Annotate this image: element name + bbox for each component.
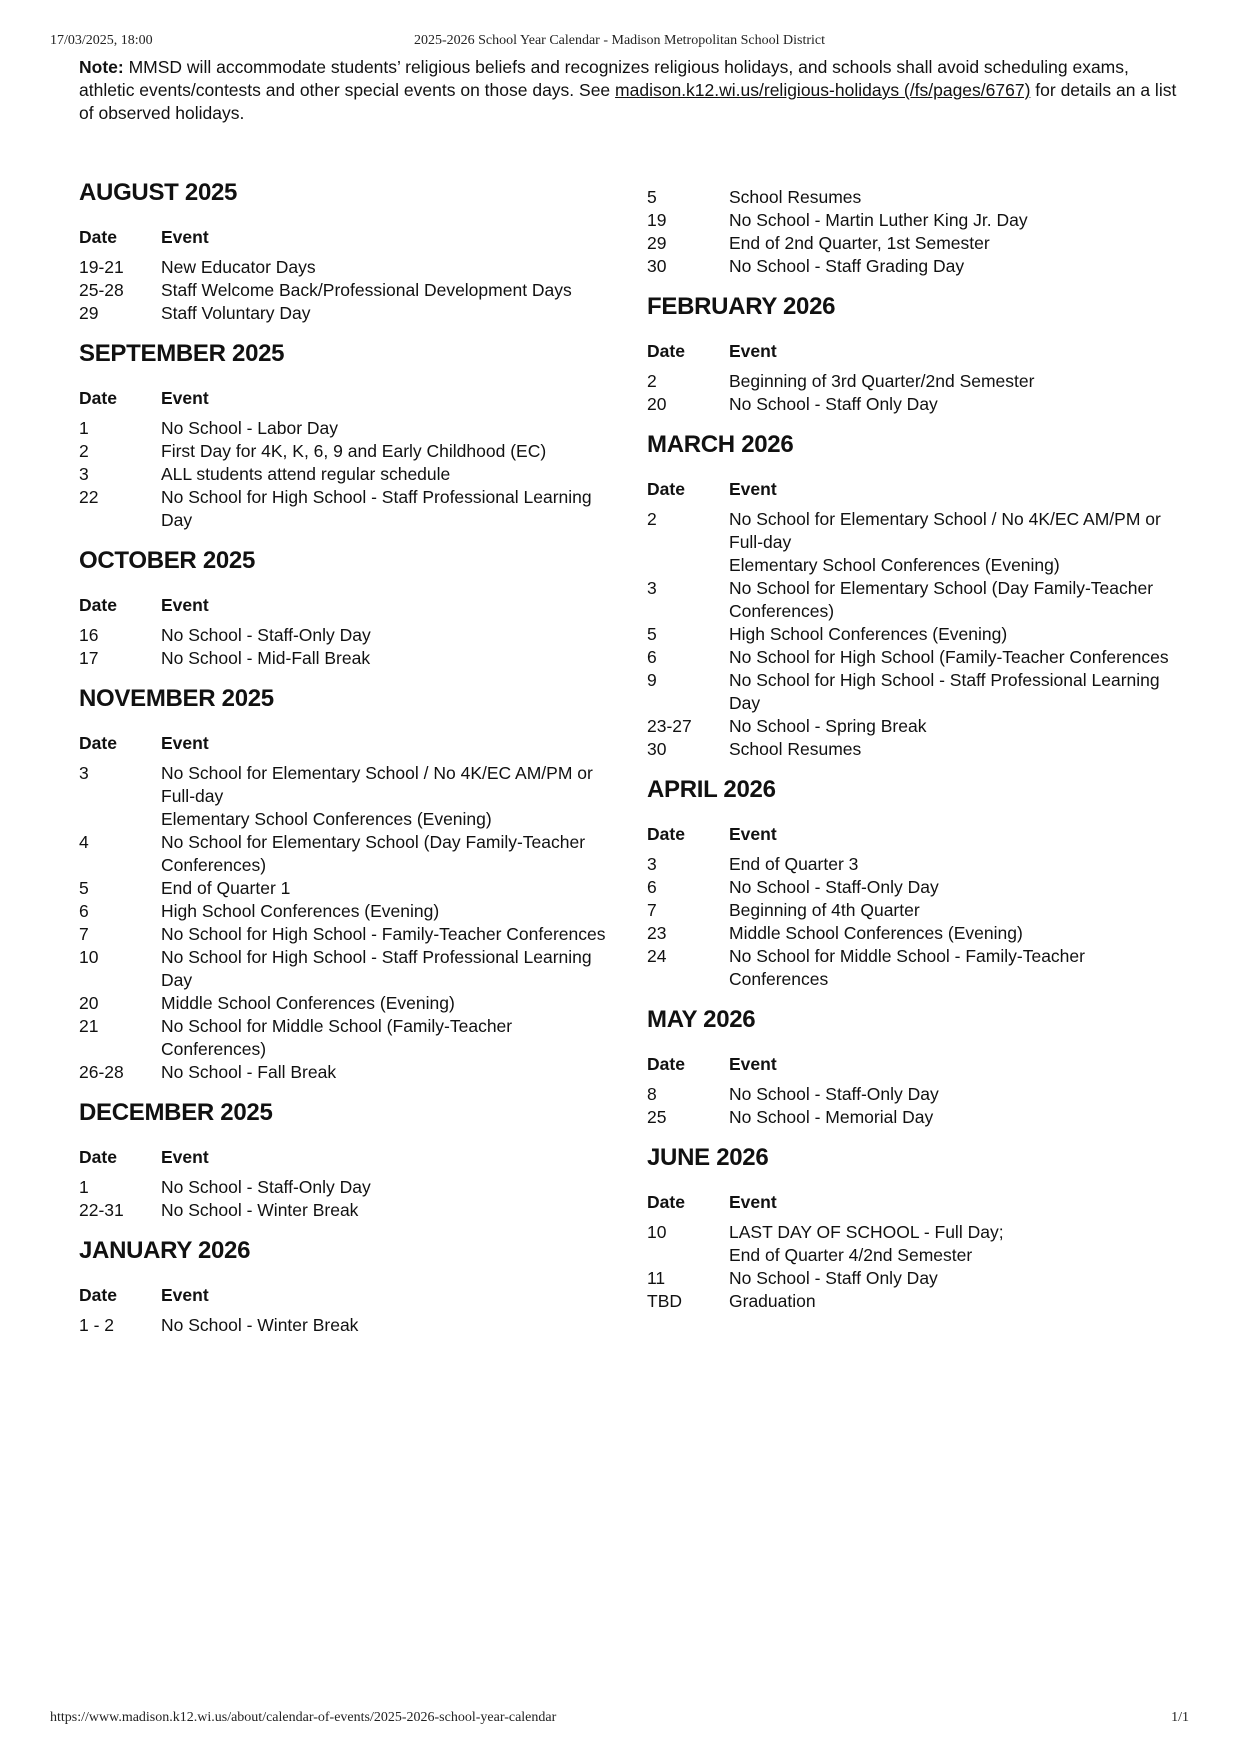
event-row	[647, 1290, 1192, 1313]
event-line: No School - Memorial Day	[729, 1107, 934, 1127]
event-date: 10	[79, 947, 99, 967]
table-header	[79, 1146, 624, 1168]
event-column-header: Event	[161, 227, 209, 247]
event-row	[647, 1267, 1192, 1290]
event-line: No School - Staff-Only Day	[161, 1177, 371, 1197]
event-row	[647, 1221, 1192, 1267]
table-header	[79, 1284, 624, 1306]
event-description	[161, 762, 624, 831]
event-description	[161, 647, 624, 670]
event-description	[729, 255, 1192, 278]
event-column-header: Event	[161, 1285, 209, 1305]
event-row	[79, 1176, 624, 1199]
event-description	[161, 486, 624, 532]
event-date: 25-28	[79, 280, 124, 300]
event-line: Full-day	[161, 786, 224, 806]
event-line: Staff Voluntary Day	[161, 303, 311, 323]
event-date: 1	[79, 418, 89, 438]
event-column-header: Event	[729, 479, 777, 499]
event-line: No School for High School - Staff Professional Learning	[161, 487, 592, 507]
date-column-header: Date	[79, 1147, 117, 1167]
event-date: 2	[647, 371, 657, 391]
event-line: Conferences)	[161, 1039, 267, 1059]
event-row	[647, 646, 1192, 669]
event-row	[647, 922, 1192, 945]
event-description	[161, 946, 624, 992]
event-date: 1	[79, 1177, 89, 1197]
date-column-header: Date	[647, 479, 685, 499]
event-column-header: Event	[729, 341, 777, 361]
print-header	[50, 33, 1189, 53]
event-line: No School for Elementary School / No 4K/EC AM/PM or	[161, 763, 593, 783]
event-row	[647, 1106, 1192, 1129]
event-line: Day	[161, 510, 193, 530]
event-row	[647, 1083, 1192, 1106]
event-line: No School for Elementary School (Day Family-Teacher	[729, 578, 1154, 598]
event-date: 5	[647, 624, 657, 644]
event-row	[647, 508, 1192, 577]
event-date: 29	[79, 303, 99, 323]
event-line: No School for Middle School - Family-Teacher	[729, 946, 1085, 966]
event-row	[79, 256, 624, 279]
event-description	[161, 1176, 624, 1199]
print-page-title: 2025-2026 School Year Calendar - Madison Metropolitan School District	[413, 33, 825, 48]
month-heading: JANUARY 2026	[79, 1237, 251, 1264]
event-line: End of Quarter 3	[729, 854, 859, 874]
event-column-header: Event	[729, 1192, 777, 1212]
event-date: 23-27	[647, 716, 692, 736]
date-column-header: Date	[79, 1285, 117, 1305]
event-date: 17	[79, 648, 99, 668]
event-line: End of 2nd Quarter, 1st Semester	[729, 233, 990, 253]
event-line: No School - Winter Break	[161, 1200, 359, 1220]
january-continuation	[647, 186, 1192, 278]
event-date: 20	[79, 993, 99, 1013]
event-row	[79, 762, 624, 831]
event-date: 3	[647, 854, 657, 874]
event-row	[79, 417, 624, 440]
event-description	[729, 853, 1192, 876]
table-header	[79, 387, 624, 409]
event-line: Staff Welcome Back/Professional Development Days	[161, 280, 572, 300]
event-row	[647, 876, 1192, 899]
month-heading: MAY 2026	[647, 1006, 756, 1033]
event-date: 6	[647, 877, 657, 897]
religious-holidays-note	[79, 56, 1189, 125]
event-date: 26-28	[79, 1062, 124, 1082]
event-row	[647, 715, 1192, 738]
month-heading: AUGUST 2025	[79, 179, 238, 206]
month-heading: FEBRUARY 2026	[647, 293, 836, 320]
event-date: 7	[79, 924, 89, 944]
event-description	[729, 577, 1192, 623]
event-column-header: Event	[729, 824, 777, 844]
month-heading: SEPTEMBER 2025	[79, 340, 285, 367]
date-column-header: Date	[79, 733, 117, 753]
event-line: No School for High School - Family-Teacher Conferences	[161, 924, 606, 944]
event-description	[729, 232, 1192, 255]
event-date: 1 - 2	[79, 1315, 115, 1335]
month-section	[79, 339, 624, 532]
event-column-header: Event	[161, 388, 209, 408]
event-date: 29	[647, 233, 667, 253]
month-section	[647, 292, 1192, 416]
event-date: 20	[647, 394, 667, 414]
event-line: High School Conferences (Evening)	[729, 624, 1008, 644]
event-row	[79, 1061, 624, 1084]
event-date: 5	[79, 878, 89, 898]
event-description	[729, 738, 1192, 761]
event-description	[161, 624, 624, 647]
print-footer	[50, 1710, 1189, 1730]
date-column-header: Date	[79, 388, 117, 408]
note-text-end: for details an a list of observed holidays.	[79, 80, 1177, 123]
event-date: 9	[647, 670, 657, 690]
event-row	[79, 1314, 624, 1337]
event-date: 3	[647, 578, 657, 598]
event-description	[161, 302, 624, 325]
event-line: No School for Elementary School (Day Family-Teacher	[161, 832, 586, 852]
month-section	[79, 1236, 624, 1337]
event-line: New Educator Days	[161, 257, 316, 277]
page-number: 1/1	[1171, 1710, 1189, 1725]
right-column	[647, 186, 1192, 1327]
event-description	[729, 646, 1192, 669]
table-header	[647, 478, 1192, 500]
month-section	[647, 430, 1192, 761]
event-line: No School - Spring Break	[729, 716, 927, 736]
event-description	[729, 899, 1192, 922]
event-row	[647, 853, 1192, 876]
event-row	[79, 1015, 624, 1061]
event-date: 30	[647, 256, 667, 276]
event-row	[79, 992, 624, 1015]
month-section	[647, 1143, 1192, 1313]
event-row	[647, 623, 1192, 646]
event-line: High School Conferences (Evening)	[161, 901, 440, 921]
event-row	[79, 624, 624, 647]
table-header	[79, 732, 624, 754]
event-date: 21	[79, 1016, 99, 1036]
event-date: 22-31	[79, 1200, 124, 1220]
event-description	[161, 831, 624, 877]
event-line: End of Quarter 1	[161, 878, 291, 898]
event-line: No School for High School - Staff Professional Learning	[161, 947, 592, 967]
event-row	[79, 463, 624, 486]
event-description	[729, 715, 1192, 738]
event-line: No School - Staff Grading Day	[729, 256, 965, 276]
event-line: No School for Elementary School / No 4K/EC AM/PM or	[729, 509, 1161, 529]
date-column-header: Date	[647, 1192, 685, 1212]
event-description	[729, 623, 1192, 646]
event-column-header: Event	[161, 1147, 209, 1167]
event-description	[729, 669, 1192, 715]
date-column-header: Date	[647, 824, 685, 844]
event-date: 5	[647, 187, 657, 207]
event-date: 3	[79, 763, 89, 783]
event-line: Conferences	[729, 969, 829, 989]
event-date: 22	[79, 487, 99, 507]
event-date: 25	[647, 1107, 667, 1127]
event-date: 30	[647, 739, 667, 759]
event-row	[79, 486, 624, 532]
event-line: No School - Martin Luther King Jr. Day	[729, 210, 1028, 230]
event-column-header: Event	[161, 733, 209, 753]
event-row	[647, 738, 1192, 761]
event-line: Conferences)	[161, 855, 267, 875]
table-header	[647, 340, 1192, 362]
event-line: Day	[729, 693, 761, 713]
event-line: No School - Labor Day	[161, 418, 339, 438]
event-date: 2	[647, 509, 657, 529]
event-row	[79, 877, 624, 900]
event-date: 7	[647, 900, 657, 920]
note-label: Note:	[79, 57, 124, 77]
event-line: First Day for 4K, K, 6, 9 and Early Childhood (EC)	[161, 441, 547, 461]
event-line: LAST DAY OF SCHOOL - Full Day;	[729, 1222, 1004, 1242]
event-description	[161, 279, 624, 302]
event-description	[729, 1290, 1192, 1313]
month-section	[79, 178, 624, 325]
event-description	[729, 922, 1192, 945]
event-description	[729, 508, 1192, 577]
event-date: 10	[647, 1222, 667, 1242]
note-text: MMSD will accommodate students’ religious beliefs and recognizes religious holidays, and schools shall avoid scheduling exams, athletic events/contests and other special events on those days. See	[79, 57, 1129, 100]
event-description	[161, 463, 624, 486]
event-line: Full-day	[729, 532, 792, 552]
event-date: 23	[647, 923, 667, 943]
date-column-header: Date	[79, 595, 117, 615]
event-row	[79, 279, 624, 302]
event-row	[79, 923, 624, 946]
date-column-header: Date	[647, 341, 685, 361]
event-row	[647, 577, 1192, 623]
month-heading: DECEMBER 2025	[79, 1099, 273, 1126]
event-description	[729, 209, 1192, 232]
event-row	[79, 900, 624, 923]
event-row	[647, 393, 1192, 416]
event-description	[161, 417, 624, 440]
month-section	[79, 1098, 624, 1222]
month-heading: OCTOBER 2025	[79, 547, 256, 574]
event-line: School Resumes	[729, 739, 862, 759]
event-description	[161, 877, 624, 900]
date-column-header: Date	[79, 227, 117, 247]
event-date: 16	[79, 625, 99, 645]
month-section	[79, 684, 624, 1084]
event-description	[161, 1199, 624, 1222]
event-description	[729, 1106, 1192, 1129]
event-line: No School - Staff-Only Day	[729, 1084, 939, 1104]
event-column-header: Event	[161, 595, 209, 615]
event-row	[79, 440, 624, 463]
event-row	[79, 302, 624, 325]
event-line: No School - Mid-Fall Break	[161, 648, 371, 668]
event-date: 11	[647, 1268, 666, 1288]
religious-holidays-link[interactable]: madison.k12.wi.us/religious-holidays (/fs/pages/6767)	[615, 80, 1031, 100]
event-row	[647, 255, 1192, 278]
event-row	[647, 232, 1192, 255]
month-section	[647, 1005, 1192, 1129]
month-heading: MARCH 2026	[647, 431, 794, 458]
event-date: 6	[647, 647, 657, 667]
event-line: Middle School Conferences (Evening)	[161, 993, 455, 1013]
event-description	[161, 923, 624, 946]
event-date: TBD	[647, 1291, 682, 1311]
event-description	[729, 186, 1192, 209]
month-heading: JUNE 2026	[647, 1144, 769, 1171]
event-line: No School - Staff Only Day	[729, 394, 938, 414]
event-description	[729, 945, 1192, 991]
table-header	[647, 823, 1192, 845]
event-description	[729, 1221, 1192, 1267]
event-description	[729, 1267, 1192, 1290]
event-line: Elementary School Conferences (Evening)	[729, 555, 1060, 575]
event-date: 3	[79, 464, 89, 484]
table-header	[647, 1053, 1192, 1075]
event-description	[729, 1083, 1192, 1106]
month-heading: NOVEMBER 2025	[79, 685, 274, 712]
table-header	[79, 226, 624, 248]
month-section	[79, 546, 624, 670]
event-row	[647, 669, 1192, 715]
table-header	[647, 1191, 1192, 1213]
event-date: 2	[79, 441, 89, 461]
print-timestamp: 17/03/2025, 18:00	[50, 33, 153, 48]
event-line: Middle School Conferences (Evening)	[729, 923, 1023, 943]
date-column-header: Date	[647, 1054, 685, 1074]
event-date: 4	[79, 832, 89, 852]
event-line: No School - Staff Only Day	[729, 1268, 938, 1288]
event-line: Elementary School Conferences (Evening)	[161, 809, 492, 829]
event-description	[729, 876, 1192, 899]
event-line: Beginning of 4th Quarter	[729, 900, 920, 920]
event-line: No School for High School - Staff Professional Learning	[729, 670, 1160, 690]
event-description	[161, 440, 624, 463]
month-section	[647, 775, 1192, 991]
event-line: No School - Fall Break	[161, 1062, 337, 1082]
event-row	[647, 899, 1192, 922]
event-line: Graduation	[729, 1291, 816, 1311]
event-description	[161, 992, 624, 1015]
event-line: No School - Staff-Only Day	[161, 625, 371, 645]
event-row	[647, 945, 1192, 991]
event-date: 24	[647, 946, 667, 966]
event-line: No School for High School (Family-Teacher Conferences	[729, 647, 1169, 667]
event-line: Beginning of 3rd Quarter/2nd Semester	[729, 371, 1035, 391]
event-date: 19-21	[79, 257, 124, 277]
event-date: 6	[79, 901, 89, 921]
event-line: School Resumes	[729, 187, 862, 207]
event-line: Day	[161, 970, 193, 990]
event-description	[161, 256, 624, 279]
event-row	[647, 209, 1192, 232]
event-date: 8	[647, 1084, 657, 1104]
event-line: ALL students attend regular schedule	[161, 464, 451, 484]
event-row	[79, 831, 624, 877]
table-header	[79, 594, 624, 616]
print-url: https://www.madison.k12.wi.us/about/calendar-of-events/2025-2026-school-year-calendar	[50, 1710, 557, 1725]
event-line: Conferences)	[729, 601, 835, 621]
event-row	[79, 1199, 624, 1222]
event-row	[79, 647, 624, 670]
event-description	[161, 900, 624, 923]
event-row	[647, 370, 1192, 393]
event-date: 19	[647, 210, 667, 230]
left-column	[79, 178, 624, 1351]
event-description	[161, 1314, 624, 1337]
event-column-header: Event	[729, 1054, 777, 1074]
month-heading: APRIL 2026	[647, 776, 776, 803]
event-line: No School - Staff-Only Day	[729, 877, 939, 897]
event-description	[729, 393, 1192, 416]
event-description	[161, 1015, 624, 1061]
event-row	[79, 946, 624, 992]
event-row	[647, 186, 1192, 209]
event-description	[729, 370, 1192, 393]
event-line: End of Quarter 4/2nd Semester	[729, 1245, 973, 1265]
event-line: No School - Winter Break	[161, 1315, 359, 1335]
event-description	[161, 1061, 624, 1084]
event-line: No School for Middle School (Family-Teacher	[161, 1016, 513, 1036]
